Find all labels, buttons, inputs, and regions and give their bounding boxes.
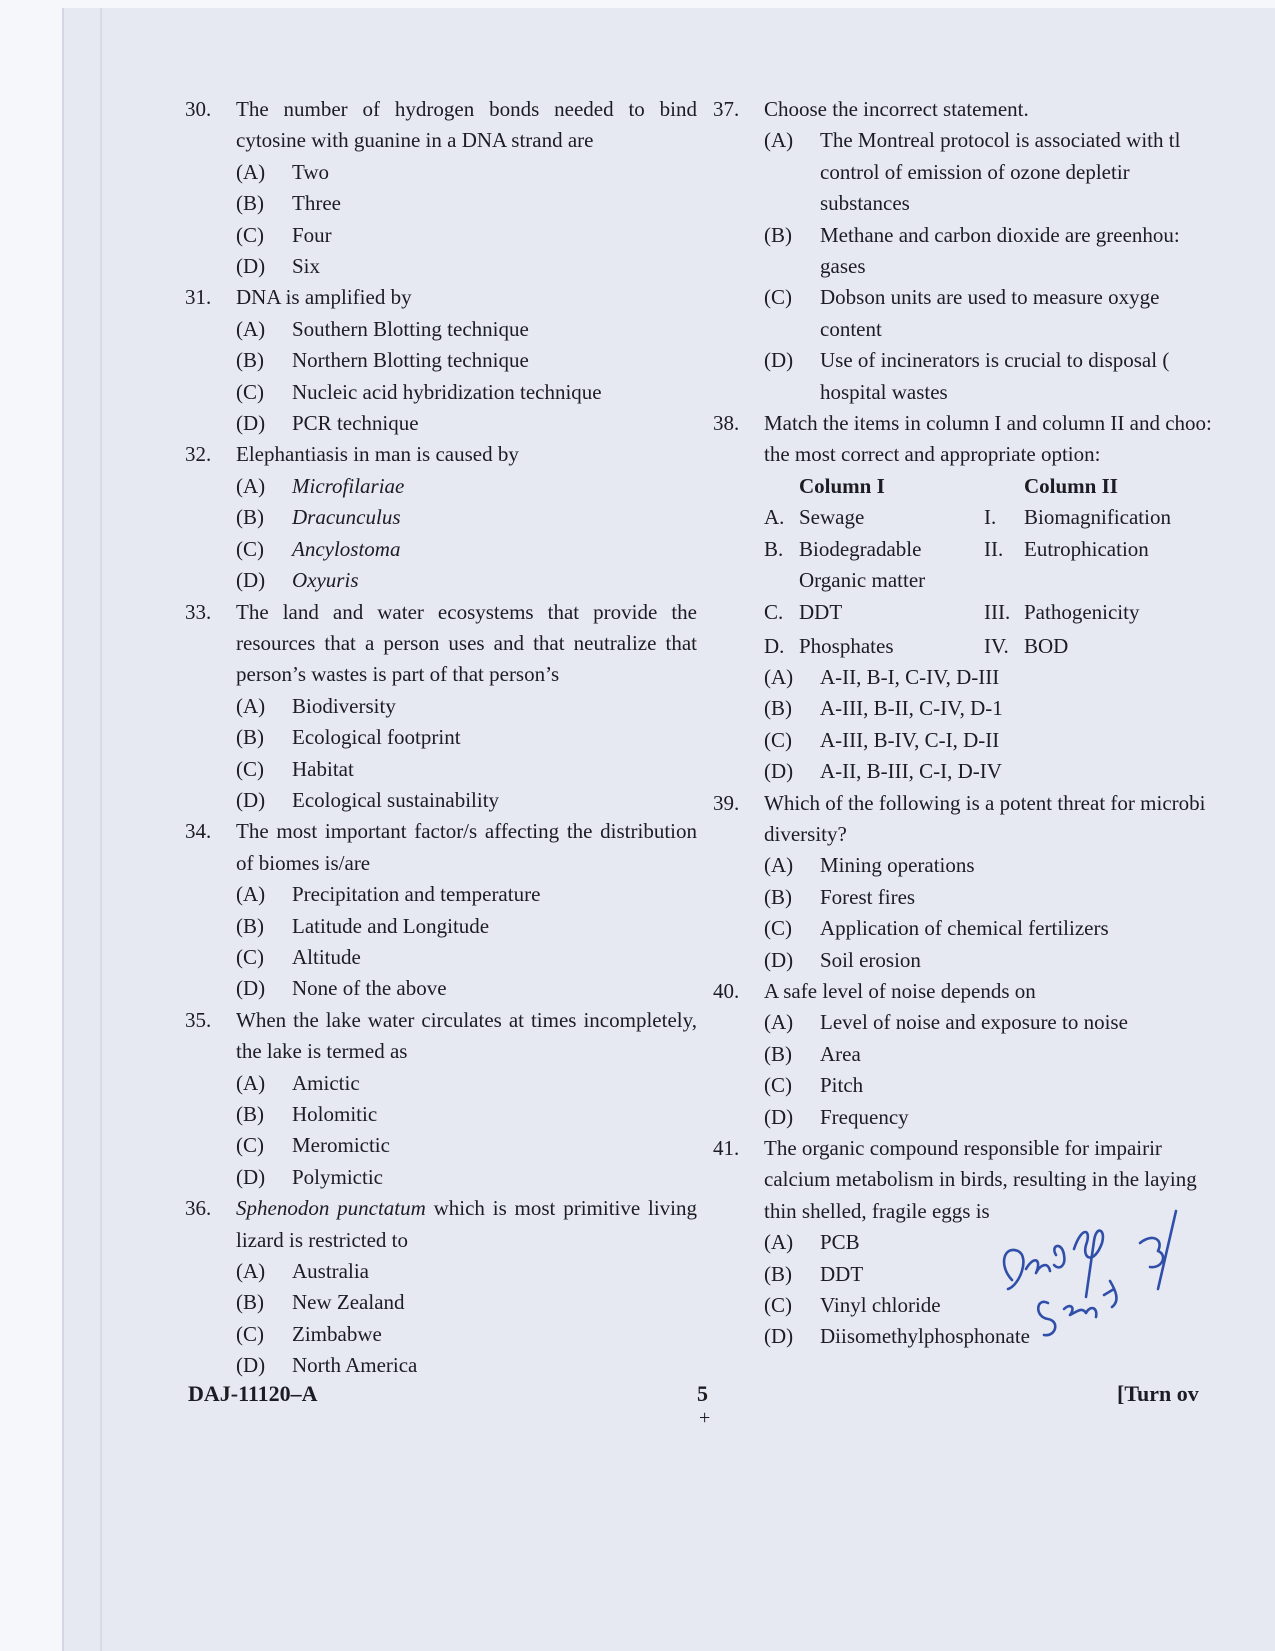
- option-d: (D) Frequency: [764, 1104, 909, 1129]
- question-number: 37.: [713, 97, 740, 121]
- column-2-header: Column II: [1024, 473, 1118, 498]
- col1-item: Biodegradable: [799, 536, 922, 561]
- question-number: 39.: [713, 790, 740, 815]
- option-d: (D) Soil erosion: [764, 947, 921, 972]
- question-stem-line: thin shelled, fragile eggs is: [764, 1198, 990, 1223]
- col2-key: III.: [984, 599, 1011, 624]
- question-stem-line: diversity?: [764, 821, 847, 846]
- option-c: (C) Application of chemical fertilizers: [764, 916, 1109, 941]
- match-row-d: [713, 631, 1275, 662]
- column-1-header: Column I: [799, 473, 885, 498]
- col1-item: Sewage: [799, 504, 865, 529]
- col1-item: DDT: [799, 599, 843, 624]
- col2-item: Biomagnification: [1024, 504, 1171, 529]
- option-c: (C) Nucleic acid hybridization technique: [236, 379, 602, 404]
- question-number: 36.: [185, 1196, 212, 1221]
- question-32: [185, 439, 697, 596]
- question-stem: The land and water ecosystems that provide the resources that a person uses and that neutralize that person’s wastes is part of that person’s: [236, 599, 697, 687]
- col2-key: IV.: [984, 633, 1009, 658]
- col1-key: D.: [764, 633, 785, 658]
- question-33: [185, 597, 697, 817]
- question-stem: When the lake water circulates at times incompletely, the lake is termed as: [236, 1007, 697, 1064]
- question-number: 30.: [185, 97, 212, 121]
- question-30: [185, 94, 697, 282]
- col1-item: Phosphates: [799, 633, 894, 658]
- option-a: (A) Australia: [236, 1259, 369, 1284]
- option-d: (D) Oxyuris: [236, 568, 359, 593]
- question-number: 31.: [185, 285, 212, 310]
- question-number: 41.: [713, 1135, 740, 1160]
- option-b: (B) Three: [236, 191, 341, 216]
- option-a: (A) Precipitation and temperature: [236, 882, 541, 907]
- option-b: (B) Area: [764, 1041, 861, 1066]
- option-d: (D) Diisomethylphosphonate: [764, 1324, 1030, 1349]
- option-b: (B) Latitude and Longitude: [236, 913, 490, 938]
- question-40: [713, 976, 1275, 1133]
- left-column: [185, 94, 697, 1382]
- col1-key: C.: [764, 599, 784, 624]
- paper-fold-line: [100, 8, 102, 1651]
- question-number: 32.: [185, 442, 212, 467]
- question-stem-line: Match the items in column I and column II and choo:: [764, 411, 1212, 436]
- option-c: (C) Habitat: [236, 756, 354, 781]
- question-36: [185, 1193, 697, 1381]
- col2-item: BOD: [1024, 633, 1069, 658]
- option-d: (D) Ecological sustainability: [236, 787, 500, 812]
- question-number: 35.: [185, 1007, 212, 1032]
- option-c: (C) Dobson units are used to measure oxyge content: [764, 285, 1160, 341]
- question-stem-line: The organic compound responsible for impairir: [764, 1135, 1162, 1160]
- question-stem: A safe level of noise depends on: [764, 978, 1036, 1003]
- option-d: (D) Use of incinerators is crucial to disposal ( hospital wastes: [764, 348, 1170, 404]
- right-column: [713, 94, 1275, 1353]
- option-a: (A) Southern Blotting technique: [236, 316, 529, 341]
- option-d: (D) PCR technique: [236, 411, 419, 436]
- option-b: (B) DDT: [764, 1261, 864, 1286]
- col2-item: Eutrophication: [1024, 536, 1149, 561]
- option-d: (D) Six: [236, 254, 321, 279]
- option-b: (B) Northern Blotting technique: [236, 348, 529, 373]
- col1-key: A.: [764, 504, 785, 529]
- question-stem: DNA is amplified by: [236, 285, 412, 310]
- question-number: 38.: [713, 411, 740, 436]
- option-a: (A) Microfilariae: [236, 473, 405, 498]
- option-d: (D) A-II, B-III, C-I, D-IV: [764, 759, 1002, 784]
- option-b: (B) Dracunculus: [236, 505, 401, 530]
- option-a: (A) The Montreal protocol is associated with tl control of emission of ozone depletir substances: [764, 128, 1181, 216]
- question-39: [713, 788, 1275, 976]
- question-34: [185, 816, 697, 1004]
- option-b: (B) A-III, B-II, C-IV, D-1: [764, 696, 1003, 721]
- handwritten-signature-icon: [990, 1185, 1190, 1355]
- question-number: 40.: [713, 978, 740, 1003]
- option-b: (B) Holomitic: [236, 1102, 378, 1126]
- option-c: (C) Vinyl chloride: [764, 1293, 941, 1317]
- col1-item: Organic matter: [799, 567, 926, 592]
- option-a: (A) Mining operations: [764, 853, 975, 878]
- question-stem-line: Which of the following is a potent threat for microbi: [764, 790, 1206, 815]
- option-a: (A) PCB: [764, 1230, 860, 1255]
- option-a: (A) A-II, B-I, C-IV, D-III: [764, 664, 1000, 689]
- option-b: (B) Forest fires: [764, 884, 916, 909]
- question-38-options: [713, 662, 1275, 788]
- page-number: 5: [697, 1381, 708, 1406]
- question-number: 33.: [185, 599, 212, 624]
- question-stem-line: calcium metabolism in birds, resulting in the laying: [764, 1167, 1197, 1192]
- option-c: (C) Ancylostoma: [236, 536, 401, 561]
- col2-key: I.: [984, 504, 997, 529]
- option-c: (C) Four: [236, 222, 332, 247]
- question-number: 34.: [185, 819, 212, 844]
- option-c: (C) Pitch: [764, 1073, 864, 1098]
- question-stem-line: the most correct and appropriate option:: [764, 442, 1101, 467]
- turn-over-note: [Turn ov: [1117, 1381, 1199, 1406]
- option-c: (C) Meromictic: [236, 1133, 390, 1158]
- col2-key: II.: [984, 536, 1004, 561]
- question-31: [185, 282, 697, 439]
- question-37: [713, 94, 1275, 408]
- option-c: (C) Zimbabwe: [236, 1321, 382, 1346]
- option-d: (D) North America: [236, 1353, 418, 1378]
- option-b: (B) Methane and carbon dioxide are greenhou: gases: [764, 222, 1180, 279]
- option-d: (D) Polymictic: [236, 1164, 383, 1189]
- option-a: (A) Biodiversity: [236, 693, 396, 718]
- option-a: (A) Amictic: [236, 1070, 360, 1095]
- question-stem: Choose the incorrect statement.: [764, 97, 1029, 121]
- paper-code: DAJ-11120–A: [188, 1381, 318, 1406]
- option-d: (D) None of the above: [236, 976, 447, 1001]
- col1-key: B.: [764, 536, 784, 561]
- question-stem: Sphenodon punctatum which is most primitive living lizard is restricted to: [236, 1196, 697, 1252]
- question-38: [713, 408, 1275, 471]
- question-stem: The most important factor/s affecting the distribution of biomes is/are: [236, 819, 697, 875]
- option-a: (A) Two: [236, 159, 330, 184]
- match-table: [713, 471, 1275, 631]
- option-c: (C) Altitude: [236, 944, 361, 969]
- option-b: (B) New Zealand: [236, 1290, 405, 1315]
- option-c: (C) A-III, B-IV, C-I, D-II: [764, 727, 1000, 752]
- option-b: (B) Ecological footprint: [236, 725, 461, 750]
- option-a: (A) Level of noise and exposure to noise: [764, 1010, 1128, 1035]
- col2-item: Pathogenicity: [1024, 599, 1140, 624]
- question-35: [185, 1005, 697, 1193]
- registration-mark: +: [699, 1407, 711, 1429]
- question-stem: Elephantiasis in man is caused by: [236, 442, 519, 467]
- question-stem: The number of hydrogen bonds needed to bind cytosine with guanine in a DNA strand are: [236, 97, 697, 153]
